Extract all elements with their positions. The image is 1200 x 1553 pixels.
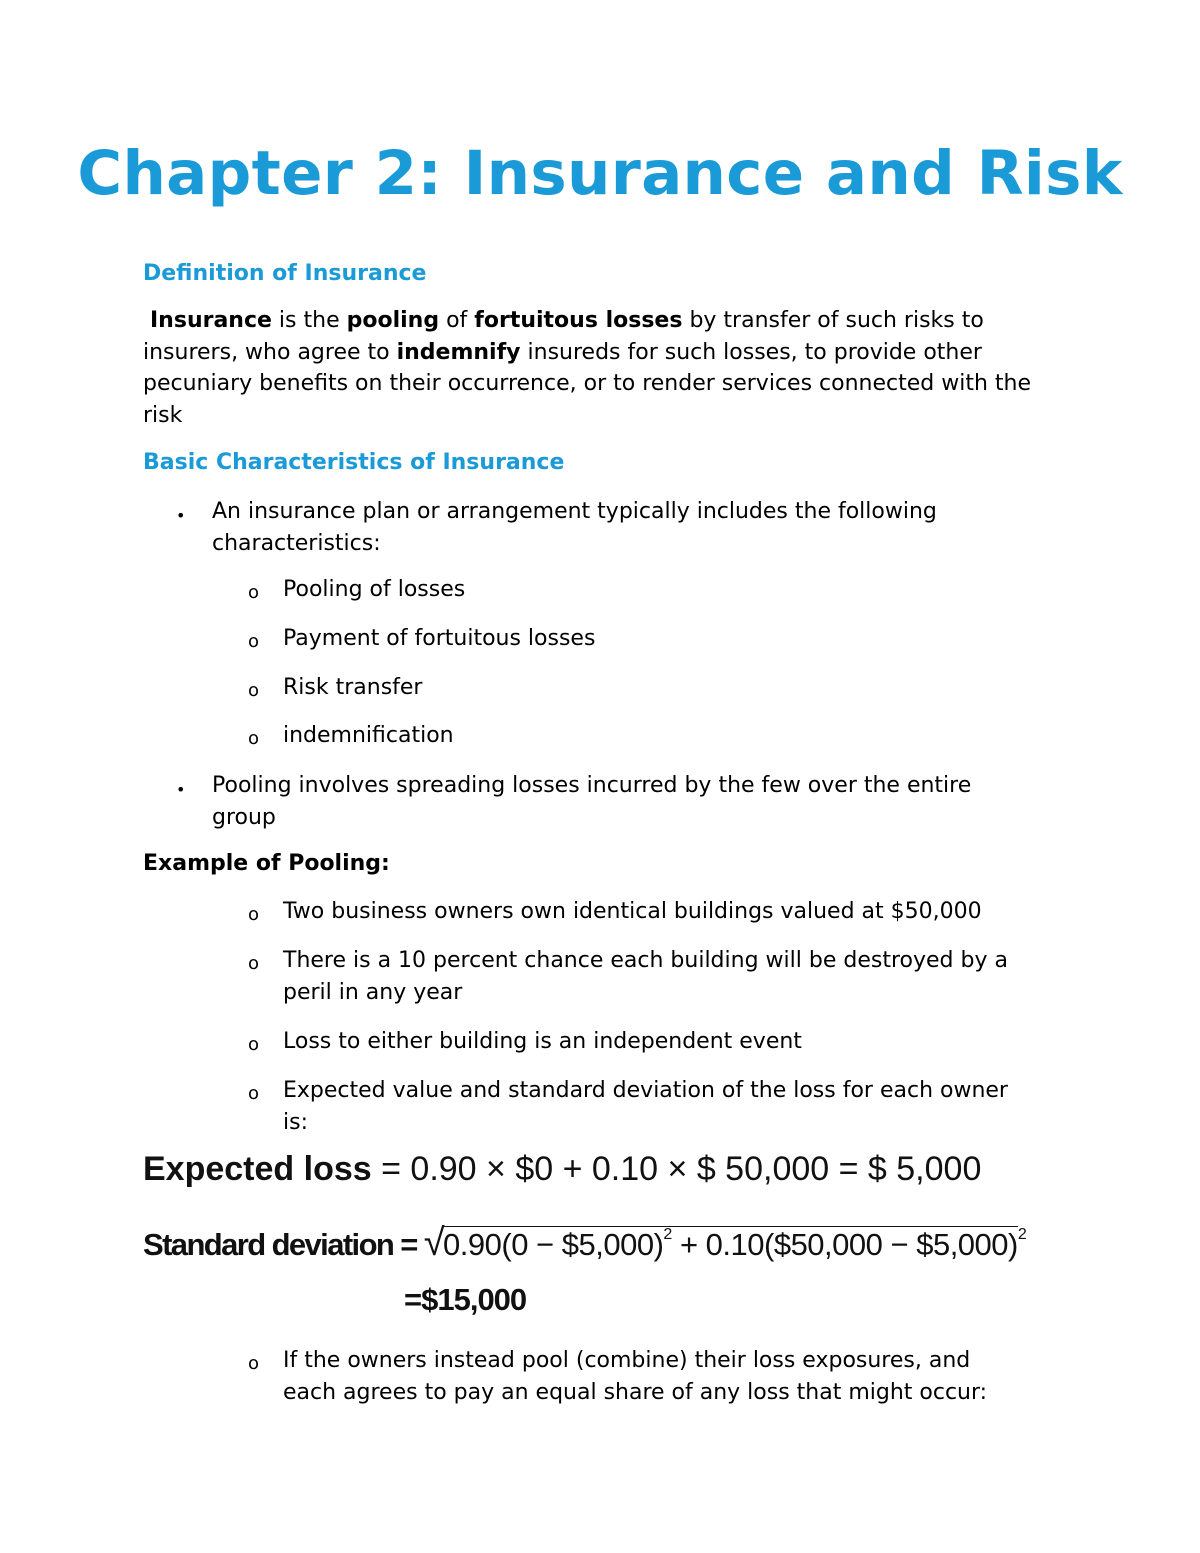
bullet-line: Pooling involves spreading losses incurred by the few over the entire — [212, 773, 972, 798]
definition-heading: Definition of Insurance — [143, 261, 427, 286]
sub-marker: o — [248, 953, 260, 974]
list-item — [283, 1345, 987, 1409]
characteristics-heading: Basic Characteristics of Insurance — [143, 450, 565, 475]
sub-marker: o — [248, 1083, 260, 1104]
expected-loss-expression: = 0.90 × $0 + 0.10 × $ 50,000 = $ 5,000 — [381, 1150, 982, 1188]
list-line: each agrees to pay an equal share of any loss that might occur: — [283, 1380, 988, 1405]
list-line: There is a 10 percent chance each building will be destroyed by a — [283, 948, 1008, 973]
list-item: Risk transfer — [283, 675, 423, 700]
standard-deviation-equation — [143, 1222, 1025, 1265]
list-line: peril in any year — [283, 980, 463, 1005]
sd-term-1: 0.90(0 − $5,000) — [443, 1227, 664, 1262]
bullet-marker: • — [176, 780, 186, 799]
radicand — [443, 1226, 1018, 1262]
list-item: Pooling of losses — [283, 577, 466, 602]
list-item: Payment of fortuitous losses — [283, 626, 596, 651]
list-line: If the owners instead pool (combine) their loss exposures, and — [283, 1348, 971, 1373]
list-item — [283, 945, 1008, 1009]
list-item: Loss to either building is an independent event — [283, 1029, 802, 1054]
sub-marker: o — [248, 680, 260, 701]
list-item — [283, 1075, 1008, 1139]
definition-seg: pooling — [346, 308, 440, 333]
definition-seg: Insurance — [150, 308, 272, 333]
definition-seg: of — [439, 308, 475, 333]
bullet-text — [212, 770, 971, 834]
sub-marker: o — [248, 582, 260, 603]
list-line: is: — [283, 1110, 308, 1135]
bullet-marker: • — [176, 506, 186, 525]
expected-loss-label: Expected loss — [143, 1150, 372, 1188]
bullet-text — [212, 496, 937, 560]
standard-deviation-label: Standard deviation = — [143, 1227, 417, 1262]
standard-deviation-result: =$15,000 — [404, 1282, 527, 1317]
sd-exponent-2: 2 — [1017, 1226, 1026, 1243]
bullet-line: characteristics: — [212, 531, 381, 556]
sub-marker: o — [248, 904, 260, 925]
expected-loss-equation — [143, 1150, 981, 1189]
radical-sign: √ — [423, 1222, 444, 1264]
definition-paragraph — [143, 305, 1073, 431]
bullet-line: group — [212, 805, 276, 830]
list-item: Two business owners own identical buildings valued at $50,000 — [283, 899, 982, 924]
sd-term-2: 0.10($50,000 − $5,000) — [705, 1227, 1018, 1262]
sub-marker: o — [248, 631, 260, 652]
list-item: indemnification — [283, 723, 454, 748]
definition-seg: indemnify — [396, 339, 521, 365]
sub-marker: o — [248, 1034, 260, 1055]
sd-plus: + — [671, 1227, 706, 1262]
example-heading: Example of Pooling: — [143, 851, 390, 876]
definition-seg: is the — [271, 308, 347, 333]
sub-marker: o — [248, 1353, 260, 1374]
list-line: Expected value and standard deviation of the loss for each owner — [283, 1078, 1008, 1103]
sd-exponent-1: 2 — [663, 1226, 672, 1243]
bullet-line: An insurance plan or arrangement typically includes the following — [212, 499, 937, 524]
page-title: Chapter 2: Insurance and Risk — [77, 138, 1123, 209]
sub-marker: o — [248, 728, 260, 749]
definition-seg: by transfer of such risks to insurers, who agree to — [143, 308, 984, 365]
definition-seg: fortuitous losses — [474, 308, 683, 333]
definition-seg: insureds for such losses, to provide other pecuniary benefits on their occurrence, or to render services connected with the risk — [143, 339, 1031, 428]
